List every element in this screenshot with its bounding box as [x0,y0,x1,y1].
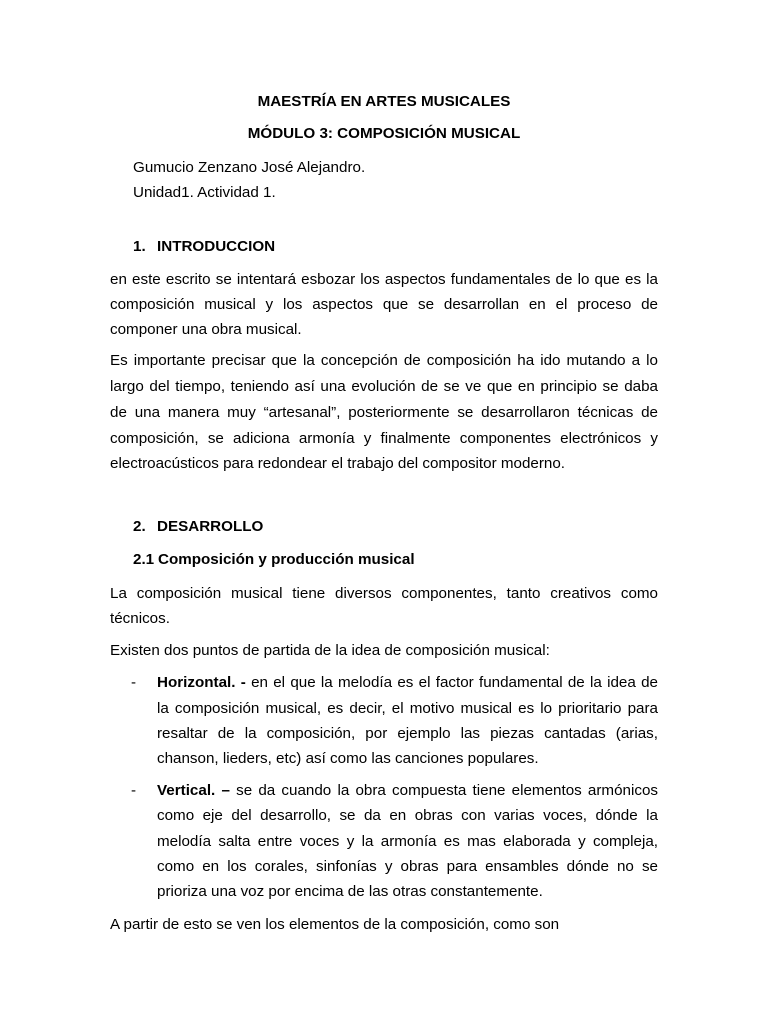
bullet-horizontal-line-2: la composición musical, es decir, el motivo musical es lo prioritario para [157,700,658,717]
section-1-heading: INTRODUCCION [157,238,276,255]
intro-p1-line-1: en este escrito se intentará esbozar los aspectos fundamentales de lo que es la [110,271,658,288]
bullet-horizontal-line-4: chanson, lieders, etc) así como las canciones populares. [157,750,539,767]
subsection-heading: Composición y producción musical [158,551,415,568]
section-2-heading: DESARROLLO [157,518,264,535]
bullet-dash-horizontal: - [131,674,137,691]
bullet-vertical-line-5: prioriza una voz por encima de las otras constantemente. [157,883,543,900]
bullet-vertical-line-2: como eje del desarrollo, se da en obras con varias voces, dónde la [157,807,658,824]
section-2-number: 2. [133,518,146,535]
dev-p2: Existen dos puntos de partida de la idea de composición musical: [110,642,550,659]
bullet-dash-vertical: - [131,782,137,799]
bullet-vertical-line-4: como en los corales, sinfonías y obras para ensambles dónde no se [157,858,658,875]
bullet-vertical-line-1 [157,783,658,798]
intro-p2-line-1: Es importante precisar que la concepción de composición ha ido mutando a lo [110,352,658,369]
intro-p2-line-5: electroacústicos para redondear el trabajo del compositor moderno. [110,455,566,472]
bullet-horizontal-line-1 [157,675,658,690]
author-name: Gumucio Zenzano José Alejandro. [133,159,366,176]
bullet-horizontal-text: en el que la melodía es el factor fundamental de la idea de [245,674,658,691]
bullet-vertical-line-3: melodía salta entre voces y la armonía es mas elaborada y compleja, [157,833,658,850]
dev-p1-line-1: La composición musical tiene diversos componentes, tanto creativos como [110,585,658,602]
bullet-vertical-text: se da cuando la obra compuesta tiene elementos armónicos [229,782,658,799]
section-1-number: 1. [133,238,146,255]
intro-p2-line-3: de una manera muy “artesanal”, posteriormente se desarrollaron técnicas de [110,404,658,421]
dev-p3: A partir de esto se ven los elementos de la composición, como son [110,916,560,933]
unit-activity: Unidad1. Actividad 1. [133,184,276,201]
bullet-horizontal-line-3: resaltar de la composición, por ejemplo las piezas cantadas (arias, [157,725,658,742]
intro-p2-line-2: largo del tiempo, teniendo así una evolución de se ve que en principio se daba [110,378,658,395]
bullet-vertical-term: Vertical. – [157,782,230,799]
document-title: MAESTRÍA EN ARTES MUSICALES [257,93,511,110]
module-title: MÓDULO 3: COMPOSICIÓN MUSICAL [247,125,521,142]
intro-p2-line-4: composición, se adiciona armonía y finalmente componentes electrónicos y [110,430,658,447]
dev-p1-line-2: técnicos. [110,610,170,627]
intro-p1-line-2: composición musical y los aspectos que se desarrollan en el proceso de [110,296,658,313]
subsection-number: 2.1 [133,551,155,568]
intro-p1-line-3: componer una obra musical. [110,321,302,338]
bullet-horizontal-term: Horizontal. - [157,674,246,691]
